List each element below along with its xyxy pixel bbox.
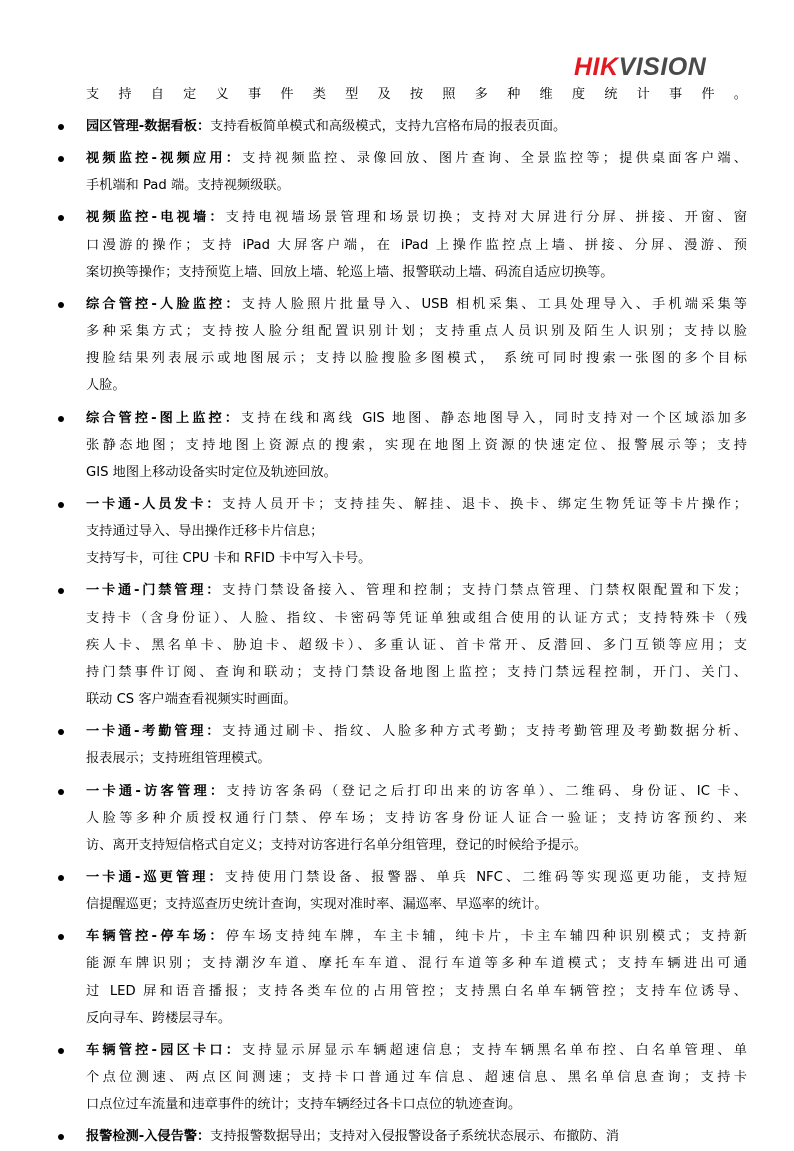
item-text: 报表展示；支持班组管理模式。 bbox=[86, 751, 271, 767]
item-title: 一卡通-访客管理： bbox=[86, 783, 227, 799]
item-line bbox=[57, 518, 747, 545]
document-body bbox=[57, 81, 747, 1151]
item-title: 视频监控-电视墙： bbox=[86, 210, 226, 226]
list-item bbox=[57, 1123, 747, 1150]
item-line bbox=[57, 659, 747, 686]
item-text: 停车场支持纯车牌，车主卡辅，纯卡片，卡主车辅四种识别模式；支持新 bbox=[225, 929, 747, 945]
list-item bbox=[57, 145, 747, 199]
item-line bbox=[57, 1037, 747, 1064]
item-text: 支持门禁设备接入、管理和控制；支持门禁点管理、门禁权限配置和下发； bbox=[222, 583, 747, 599]
item-line bbox=[57, 172, 747, 199]
item-text: 支持电视墙场景管理和场景切换；支持对大屏进行分屏、拼接、开窗、窗 bbox=[225, 210, 747, 226]
item-line bbox=[57, 372, 747, 399]
item-line bbox=[57, 832, 747, 859]
item-line bbox=[57, 1005, 747, 1032]
item-text: 疾人卡、黑名单卡、胁迫卡、超级卡）、多重认证、首卡常开、反潜回、多门互锁等应用；支 bbox=[86, 637, 747, 653]
item-text: 人脸等多种介质授权通行门禁、停车场；支持访客身份证人证合一验证；支持访客预约、来 bbox=[86, 810, 747, 826]
item-line bbox=[57, 145, 747, 172]
item-text: 信提醒巡更；支持巡查历史统计查询，实现对准时率、漏巡率、早巡率的统计。 bbox=[86, 897, 548, 913]
item-text: 多种采集方式；支持按人脸分组配置识别计划；支持重点人员识别及陌生人识别；支持以脸 bbox=[86, 324, 747, 340]
item-line bbox=[57, 232, 747, 259]
item-line bbox=[57, 432, 747, 459]
item-line bbox=[57, 718, 747, 745]
item-text: 张静态地图；支持地图上资源点的搜索，实现在地图上资源的快速定位、报警展示等；支持 bbox=[86, 437, 747, 453]
item-text: 支持卡（含身份证）、人脸、指纹、卡密码等凭证单独或组合使用的认证方式；支持特殊卡（残 bbox=[86, 610, 747, 626]
item-text: 支持看板简单模式和高级模式，支持九宫格布局的报表页面。 bbox=[210, 119, 567, 135]
item-text: GIS 地图上移动设备实时定位及轨迹回放。 bbox=[86, 464, 337, 480]
list-item bbox=[57, 405, 747, 487]
item-text: 个点位测速、两点区间测速；支持卡口普通过车信息、超速信息、黑名单信息查询；支持卡 bbox=[86, 1070, 747, 1086]
item-text: 人脸。 bbox=[86, 378, 126, 394]
list-item bbox=[57, 113, 747, 140]
list-item bbox=[57, 923, 747, 1032]
item-line bbox=[57, 545, 747, 572]
item-text: 手机端和 Pad 端。支持视频级联。 bbox=[86, 178, 290, 194]
item-text: 反向寻车、跨楼层寻车。 bbox=[86, 1010, 232, 1026]
item-text: 持门禁事件订阅、查询和联动；支持门禁设备地图上监控；支持门禁远程控制，开门、关门、 bbox=[86, 664, 747, 680]
item-text: 支持访客条码（登记之后打印出来的访客单）、二维码、身份证、IC 卡、 bbox=[226, 783, 747, 799]
item-title: 一卡通-巡更管理： bbox=[86, 869, 225, 885]
item-line bbox=[57, 978, 747, 1005]
logo-part-hik: HIK bbox=[574, 53, 619, 81]
logo-part-vision: VISION bbox=[618, 53, 707, 81]
item-text: 支持人脸照片批量导入、USB 相机采集、工具处理导入、手机端采集等 bbox=[241, 296, 747, 312]
item-text: 口点位过车流量和违章事件的统计；支持车辆经过各卡口点位的轨迹查询。 bbox=[86, 1097, 522, 1113]
item-title: 一卡通-考勤管理： bbox=[86, 724, 223, 740]
item-title: 报警检测-入侵告警： bbox=[86, 1129, 211, 1145]
item-title: 园区管理-数据看板： bbox=[86, 119, 211, 135]
item-text: 访、离开支持短信格式自定义；支持对访客进行名单分组管理，登记的时候给予提示。 bbox=[86, 837, 588, 853]
list-item bbox=[57, 864, 747, 918]
item-text: 搜脸结果列表展示或地图展示；支持以脸搜脸多图模式， 系统可同时搜索一张图的多个目标 bbox=[86, 351, 747, 367]
item-text: 能源车牌识别；支持潮汐车道、摩托车车道、混行车道等多种车道模式；支持车辆进出可通 bbox=[86, 956, 747, 972]
list-item bbox=[57, 718, 747, 772]
item-line bbox=[57, 745, 747, 772]
item-text: 支持显示屏显示车辆超速信息；支持车辆黑名单布控、白名单管理、单 bbox=[242, 1042, 747, 1058]
item-line bbox=[57, 1091, 747, 1118]
list-item bbox=[57, 491, 747, 573]
item-line bbox=[57, 577, 747, 604]
list-item bbox=[57, 204, 747, 286]
item-line bbox=[57, 923, 747, 950]
item-line bbox=[57, 204, 747, 231]
item-line bbox=[57, 259, 747, 286]
item-line bbox=[57, 491, 747, 518]
item-line bbox=[57, 778, 747, 805]
item-text: 支持使用门禁设备、报警器、单兵 NFC、二维码等实现巡更功能，支持短 bbox=[224, 869, 747, 885]
feature-list bbox=[57, 113, 747, 1150]
item-title: 综合管控-图上监控： bbox=[86, 410, 242, 426]
intro-line: 支持自定义事件类型及按照多种维度统计事件。 bbox=[86, 87, 747, 102]
item-line bbox=[57, 1064, 747, 1091]
list-item bbox=[57, 778, 747, 860]
item-text: 过 LED 屏和语音播报；支持各类车位的占用管控；支持黑白名单车辆管控；支持车位诱导、 bbox=[86, 983, 747, 999]
item-line bbox=[57, 632, 747, 659]
list-item bbox=[57, 1037, 747, 1119]
item-title: 视频监控-视频应用： bbox=[86, 151, 243, 167]
item-line bbox=[57, 891, 747, 918]
item-line bbox=[57, 1123, 747, 1150]
item-title: 一卡通-人员发卡： bbox=[86, 496, 223, 512]
item-text: 支持通过导入、导出操作迁移卡片信息； bbox=[86, 524, 324, 540]
item-text: 案切换等操作；支持预览上墙、回放上墙、轮巡上墙、报警联动上墙、码流自适应切换等。 bbox=[86, 264, 614, 280]
item-text: 支持写卡，可往 CPU 卡和 RFID 卡中写入卡号。 bbox=[86, 551, 372, 567]
item-text: 口漫游的操作；支持 iPad 大屏客户端，在 iPad 上操作监控点上墙、拼接、分屏、漫游、预 bbox=[86, 237, 747, 253]
item-title: 综合管控-人脸监控： bbox=[86, 296, 242, 312]
item-title: 车辆管控-停车场： bbox=[86, 929, 226, 945]
item-title: 车辆管控-园区卡口： bbox=[86, 1042, 243, 1058]
item-text: 支持通过刷卡、指纹、人脸多种方式考勤；支持考勤管理及考勤数据分析、 bbox=[222, 724, 747, 740]
item-text: 支持人员开卡；支持挂失、解挂、退卡、换卡、绑定生物凭证等卡片操作； bbox=[222, 496, 747, 512]
item-line bbox=[57, 459, 747, 486]
item-line bbox=[57, 113, 747, 140]
item-text: 支持报警数据导出；支持对入侵报警设备子系统状态展示、布撤防、消 bbox=[210, 1129, 619, 1145]
item-line bbox=[57, 805, 747, 832]
item-line bbox=[57, 864, 747, 891]
item-text: 支持在线和离线 GIS 地图、静态地图导入，同时支持对一个区域添加多 bbox=[241, 410, 747, 426]
list-item bbox=[57, 577, 747, 713]
item-line bbox=[57, 686, 747, 713]
item-line bbox=[57, 345, 747, 372]
item-line bbox=[57, 318, 747, 345]
item-line bbox=[57, 605, 747, 632]
item-line bbox=[57, 950, 747, 977]
item-line bbox=[57, 291, 747, 318]
item-text: 支持视频监控、录像回放、图片查询、全景监控等；提供桌面客户端、 bbox=[242, 151, 747, 167]
item-title: 一卡通-门禁管理： bbox=[86, 583, 223, 599]
list-item bbox=[57, 291, 747, 400]
item-line bbox=[57, 405, 747, 432]
item-text: 联动 CS 客户端查看视频实时画面。 bbox=[86, 692, 297, 708]
